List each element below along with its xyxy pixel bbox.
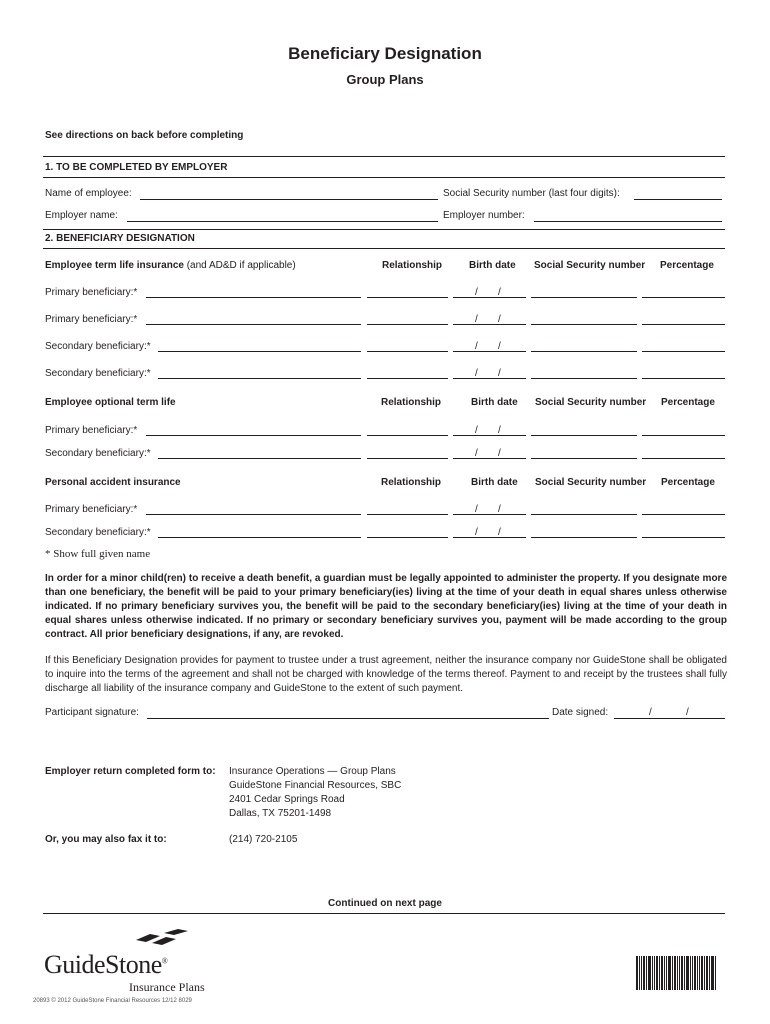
group1-col-percentage: Percentage (660, 260, 714, 271)
group2-row2-label: Secondary beneficiary:* (45, 448, 151, 459)
trust-notice: If this Beneficiary Designation provides for payment to trustee under a trust agreement, neither the insurance company nor GuideStone shall be obligated to inquire into the terms of the agreement and shall not be charged with knowledge of the terms thereof. Payment to and receipt by the trustees shall fully discharge all liability of the insurance company and GuideStone to the extent of such payment. (45, 655, 727, 694)
employer-number-label: Employer number: (443, 210, 525, 221)
section1-heading: 1. TO BE COMPLETED BY EMPLOYER (45, 162, 228, 173)
group1-row4-birthdate-field[interactable] (453, 378, 526, 379)
group3-row2-percentage-field[interactable] (642, 537, 725, 538)
group1-row4-percentage-field[interactable] (642, 378, 725, 379)
section2-heading: 2. BENEFICIARY DESIGNATION (45, 233, 195, 244)
group1-row2-name-field[interactable] (146, 324, 361, 325)
group2-row2-birthdate-field[interactable] (453, 458, 526, 459)
group2-row1-birthdate-field[interactable] (453, 435, 526, 436)
continued-note: Continued on next page (328, 898, 442, 909)
group3-row2-slash1: / (475, 527, 478, 538)
group3-col-percentage: Percentage (661, 477, 715, 488)
group1-col-ssn: Social Security number (534, 260, 646, 271)
guidestone-logo: GuideStone® (44, 950, 168, 979)
directions-note: See directions on back before completing (45, 130, 244, 141)
employer-name-label: Employer name: (45, 210, 118, 221)
group2-row1-ssn-field[interactable] (531, 435, 637, 436)
group1-row2-percentage-field[interactable] (642, 324, 725, 325)
group1-row3-slash1: / (475, 341, 478, 352)
section2-bottom-rule (43, 248, 725, 249)
group2-row1-percentage-field[interactable] (642, 435, 725, 436)
section1-bottom-rule (43, 177, 725, 178)
group1-row2-slash1: / (475, 314, 478, 325)
group2-row2-percentage-field[interactable] (642, 458, 725, 459)
group3-row1-percentage-field[interactable] (642, 514, 725, 515)
participant-signature-field[interactable] (147, 718, 549, 719)
group1-row2-ssn-field[interactable] (531, 324, 637, 325)
date-signed-label: Date signed: (552, 707, 609, 718)
group3-row1-ssn-field[interactable] (531, 514, 637, 515)
group1-row1-slash1: / (475, 287, 478, 298)
group3-row2-relationship-field[interactable] (367, 537, 448, 538)
group1-row1-label: Primary beneficiary:* (45, 287, 138, 298)
date-signed-field[interactable] (614, 718, 725, 719)
group2-row2-slash2: / (498, 448, 501, 459)
return-address-line1: Insurance Operations — Group Plans (229, 766, 396, 777)
group2-row2-ssn-field[interactable] (531, 458, 637, 459)
group1-row1-ssn-field[interactable] (531, 297, 637, 298)
group2-row1-name-field[interactable] (146, 435, 361, 436)
employee-name-field[interactable] (140, 199, 438, 200)
group3-row2-label: Secondary beneficiary:* (45, 527, 151, 538)
group1-row3-ssn-field[interactable] (531, 351, 637, 352)
group1-row4-relationship-field[interactable] (367, 378, 448, 379)
group2-col-percentage: Percentage (661, 397, 715, 408)
ssn-last4-field[interactable] (634, 199, 722, 200)
employer-number-field[interactable] (534, 221, 722, 222)
group3-row1-label: Primary beneficiary:* (45, 504, 138, 515)
group3-row1-relationship-field[interactable] (367, 514, 448, 515)
participant-signature-label: Participant signature: (45, 707, 139, 718)
group3-row1-slash2: / (498, 504, 501, 515)
logo-tagline: Insurance Plans (129, 980, 205, 994)
group1-row4-slash1: / (475, 368, 478, 379)
group1-title: Employee term life insurance (and AD&D if applicable) (45, 260, 296, 271)
group2-col-birth-date: Birth date (471, 397, 518, 408)
group3-row1-name-field[interactable] (146, 514, 361, 515)
fax-number: (214) 720-2105 (229, 834, 298, 845)
date-signed-slash1: / (649, 707, 652, 718)
group1-row4-label: Secondary beneficiary:* (45, 368, 151, 379)
employer-name-field[interactable] (127, 221, 438, 222)
return-address-line2: GuideStone Financial Resources, SBC (229, 780, 402, 791)
group3-row2-name-field[interactable] (158, 537, 361, 538)
minor-notice: In order for a minor child(ren) to receive a death benefit, a guardian must be legally appointed to administer the property. If you designate more than one beneficiary, the benefit will be paid to your primary beneficiary(ies) living at the time of your death in equal shares unless otherwise indicated. If no primary beneficiary survives you, the benefit will be paid to the secondary beneficiary(ies) living at the time of your death in equal shares unless otherwise indicated. If no primary or secondary beneficiary survives you, payment will be made according to the group contract. All prior beneficiary designations, if any, are revoked. (45, 573, 727, 640)
group2-row1-slash1: / (475, 425, 478, 436)
group1-row3-slash2: / (498, 341, 501, 352)
group2-row2-relationship-field[interactable] (367, 458, 448, 459)
return-label: Employer return completed form to: (45, 766, 216, 777)
footer-rule (43, 913, 725, 914)
ssn-last4-label: Social Security number (last four digits): (443, 188, 620, 199)
group3-col-relationship: Relationship (381, 477, 442, 488)
group1-row3-relationship-field[interactable] (367, 351, 448, 352)
group1-col-birth-date: Birth date (469, 260, 516, 271)
group1-row3-birthdate-field[interactable] (453, 351, 526, 352)
group1-row1-birthdate-field[interactable] (453, 297, 526, 298)
group1-row3-percentage-field[interactable] (642, 351, 725, 352)
group1-row3-label: Secondary beneficiary:* (45, 341, 151, 352)
section1-top-rule (43, 156, 725, 157)
form-subtitle: Group Plans (346, 72, 424, 87)
group3-row2-slash2: / (498, 527, 501, 538)
section2-top-rule (43, 229, 725, 230)
form-title: Beneficiary Designation (288, 44, 482, 63)
footnote: * Show full given name (45, 548, 151, 560)
group3-row2-ssn-field[interactable] (531, 537, 637, 538)
group2-title: Employee optional term life (45, 397, 176, 408)
group2-row1-slash2: / (498, 425, 501, 436)
group3-col-ssn: Social Security number (535, 477, 647, 488)
group3-row1-slash1: / (475, 504, 478, 515)
group2-col-relationship: Relationship (381, 397, 442, 408)
group1-row2-slash2: / (498, 314, 501, 325)
group2-row1-relationship-field[interactable] (367, 435, 448, 436)
return-address-line4: Dallas, TX 75201-1498 (229, 808, 332, 819)
group1-row2-label: Primary beneficiary:* (45, 314, 138, 325)
group1-row4-name-field[interactable] (158, 378, 361, 379)
return-address-line3: 2401 Cedar Springs Road (229, 794, 345, 805)
group1-row1-relationship-field[interactable] (367, 297, 448, 298)
barcode-icon (636, 956, 724, 990)
group2-row2-slash1: / (475, 448, 478, 459)
group3-row1-birthdate-field[interactable] (453, 514, 526, 515)
group1-row2-relationship-field[interactable] (367, 324, 448, 325)
group1-row4-ssn-field[interactable] (531, 378, 637, 379)
group1-row1-percentage-field[interactable] (642, 297, 725, 298)
group1-col-relationship: Relationship (382, 260, 443, 271)
date-signed-slash2: / (686, 707, 689, 718)
group1-row3-name-field[interactable] (158, 351, 361, 352)
footer-fine-print: 20893 © 2012 GuideStone Financial Resources 12/12 8029 (33, 998, 192, 1004)
group1-row4-slash2: / (498, 368, 501, 379)
group1-row1-slash2: / (498, 287, 501, 298)
group2-row2-name-field[interactable] (158, 458, 361, 459)
group2-col-ssn: Social Security number (535, 397, 647, 408)
group1-row2-birthdate-field[interactable] (453, 324, 526, 325)
fax-label: Or, you may also fax it to: (45, 834, 167, 845)
group3-title: Personal accident insurance (45, 477, 181, 488)
guidestone-stones-icon (134, 928, 190, 950)
group1-row1-name-field[interactable] (146, 297, 361, 298)
group3-row2-birthdate-field[interactable] (453, 537, 526, 538)
group3-col-birth-date: Birth date (471, 477, 518, 488)
employee-name-label: Name of employee: (45, 188, 132, 199)
group2-row1-label: Primary beneficiary:* (45, 425, 138, 436)
